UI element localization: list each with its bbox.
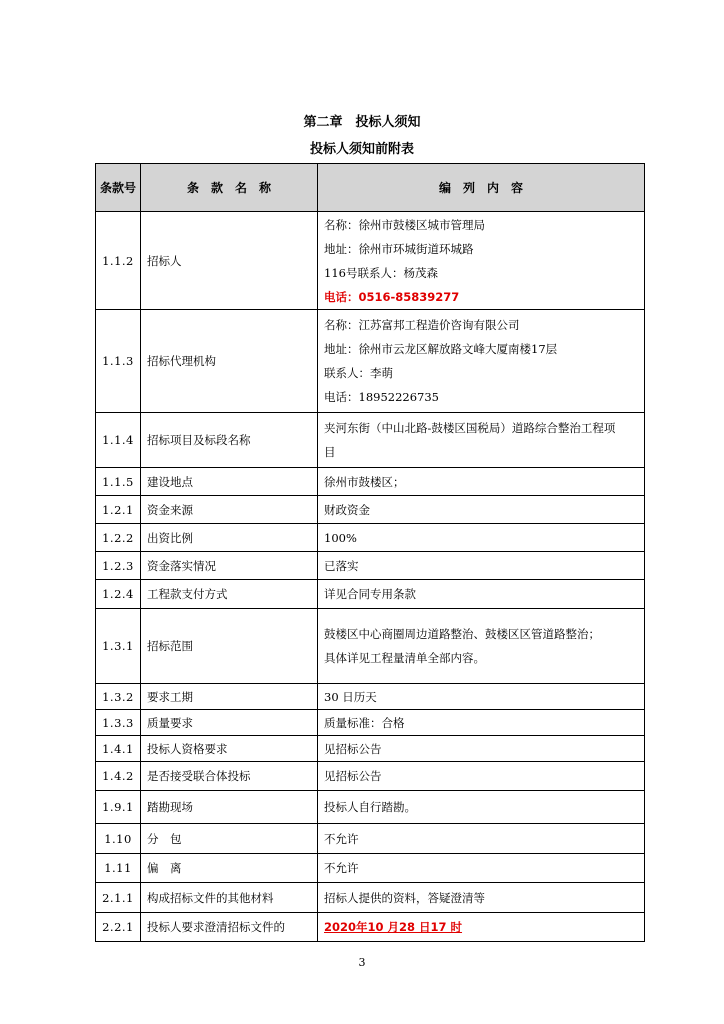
clause-number: 1.3.3 <box>96 710 141 736</box>
table-row <box>96 824 645 854</box>
clause-content: 投标人自行踏勘。 <box>318 791 645 824</box>
clause-content <box>318 413 645 468</box>
content-line: 名称：徐州市鼓楼区城市管理局 <box>324 217 485 232</box>
clause-name: 是否接受联合体投标 <box>141 762 318 791</box>
clause-number: 1.3.1 <box>96 609 141 684</box>
clause-content <box>318 212 645 310</box>
table-row <box>96 580 645 609</box>
clause-name: 招标范围 <box>141 609 318 684</box>
clause-content: 质量标准：合格 <box>318 710 645 736</box>
table-row <box>96 736 645 762</box>
clause-name: 工程款支付方式 <box>141 580 318 609</box>
clause-name: 偏 离 <box>141 854 318 883</box>
content-line: 电话：18952226735 <box>324 390 439 404</box>
clause-name: 建设地点 <box>141 468 318 496</box>
clause-name: 资金来源 <box>141 496 318 524</box>
header-clause-name: 条 款 名 称 <box>141 164 318 212</box>
clause-number: 2.2.1 <box>96 913 141 942</box>
clause-number: 1.2.1 <box>96 496 141 524</box>
clause-name: 招标项目及标段名称 <box>141 413 318 468</box>
content-line: 地址：徐州市环城街道环城路 <box>324 241 474 256</box>
table-row <box>96 791 645 824</box>
header-clause-number: 条款号 <box>96 164 141 212</box>
clause-number: 1.1.4 <box>96 413 141 468</box>
content-line: 夹河东街（中山北路-鼓楼区国税局）道路综合整治工程项 <box>324 421 616 435</box>
content-line: 目 <box>324 445 336 459</box>
table-row <box>96 710 645 736</box>
clause-number: 1.10 <box>96 824 141 854</box>
clause-content <box>318 913 645 942</box>
content-line-phone: 电话：0516-85839277 <box>324 289 460 304</box>
clause-content: 见招标公告 <box>318 736 645 762</box>
clause-name: 招标人 <box>141 212 318 310</box>
clause-content: 财政资金 <box>318 496 645 524</box>
table-row <box>96 468 645 496</box>
clause-name: 出资比例 <box>141 524 318 552</box>
table-row <box>96 913 645 942</box>
table-row <box>96 762 645 791</box>
clause-number: 1.9.1 <box>96 791 141 824</box>
table-row <box>96 413 645 468</box>
clause-content: 100% <box>318 524 645 552</box>
table-header-row <box>96 164 645 212</box>
clause-name: 投标人要求澄清招标文件的 <box>141 913 318 942</box>
clause-content: 详见合同专用条款 <box>318 580 645 609</box>
clause-content <box>318 609 645 684</box>
table-row <box>96 310 645 413</box>
clause-number: 1.3.2 <box>96 684 141 710</box>
clause-content: 30 日历天 <box>318 684 645 710</box>
clause-name: 构成招标文件的其他材料 <box>141 883 318 913</box>
clause-name: 投标人资格要求 <box>141 736 318 762</box>
table-row <box>96 496 645 524</box>
table-row <box>96 212 645 310</box>
clause-content: 徐州市鼓楼区； <box>318 468 645 496</box>
clause-content: 见招标公告 <box>318 762 645 791</box>
table-row <box>96 552 645 580</box>
clause-name: 踏勘现场 <box>141 791 318 824</box>
clause-number: 1.4.1 <box>96 736 141 762</box>
clause-name: 招标代理机构 <box>141 310 318 413</box>
page-number: 3 <box>358 956 366 969</box>
clause-name: 要求工期 <box>141 684 318 710</box>
clause-content: 不允许 <box>318 854 645 883</box>
table-row <box>96 609 645 684</box>
clause-number: 1.4.2 <box>96 762 141 791</box>
table-row <box>96 684 645 710</box>
header-content: 编 列 内 容 <box>318 164 645 212</box>
clause-number: 1.2.3 <box>96 552 141 580</box>
clause-number: 1.1.3 <box>96 310 141 413</box>
table-row <box>96 883 645 913</box>
clause-content: 已落实 <box>318 552 645 580</box>
clause-number: 1.1.2 <box>96 212 141 310</box>
clause-content <box>318 310 645 413</box>
bidder-instructions-table <box>95 163 645 942</box>
clause-number: 2.1.1 <box>96 883 141 913</box>
clause-number: 1.2.2 <box>96 524 141 552</box>
content-line: 联系人：李萌 <box>324 366 393 380</box>
clause-number: 1.11 <box>96 854 141 883</box>
content-line: 地址：徐州市云龙区解放路文峰大厦南楼17层 <box>324 342 558 356</box>
clause-name: 资金落实情况 <box>141 552 318 580</box>
clause-content: 不允许 <box>318 824 645 854</box>
content-line: 具体详见工程量清单全部内容。 <box>324 651 485 665</box>
clause-number: 1.2.4 <box>96 580 141 609</box>
clause-content: 招标人提供的资料，答疑澄清等 <box>318 883 645 913</box>
table-row <box>96 854 645 883</box>
table-row <box>96 524 645 552</box>
content-line: 鼓楼区中心商圈周边道路整治、鼓楼区区管道路整治； <box>324 627 600 641</box>
clause-name: 质量要求 <box>141 710 318 736</box>
clarification-deadline: 2020年10 月28 日17 时 <box>324 920 463 934</box>
content-line: 116号联系人：杨茂森 <box>324 265 438 280</box>
chapter-title: 第二章 投标人须知 <box>303 115 421 130</box>
table-title: 投标人须知前附表 <box>309 142 414 157</box>
content-line: 名称：江苏富邦工程造价咨询有限公司 <box>324 318 520 332</box>
clause-number: 1.1.5 <box>96 468 141 496</box>
clause-name: 分 包 <box>141 824 318 854</box>
